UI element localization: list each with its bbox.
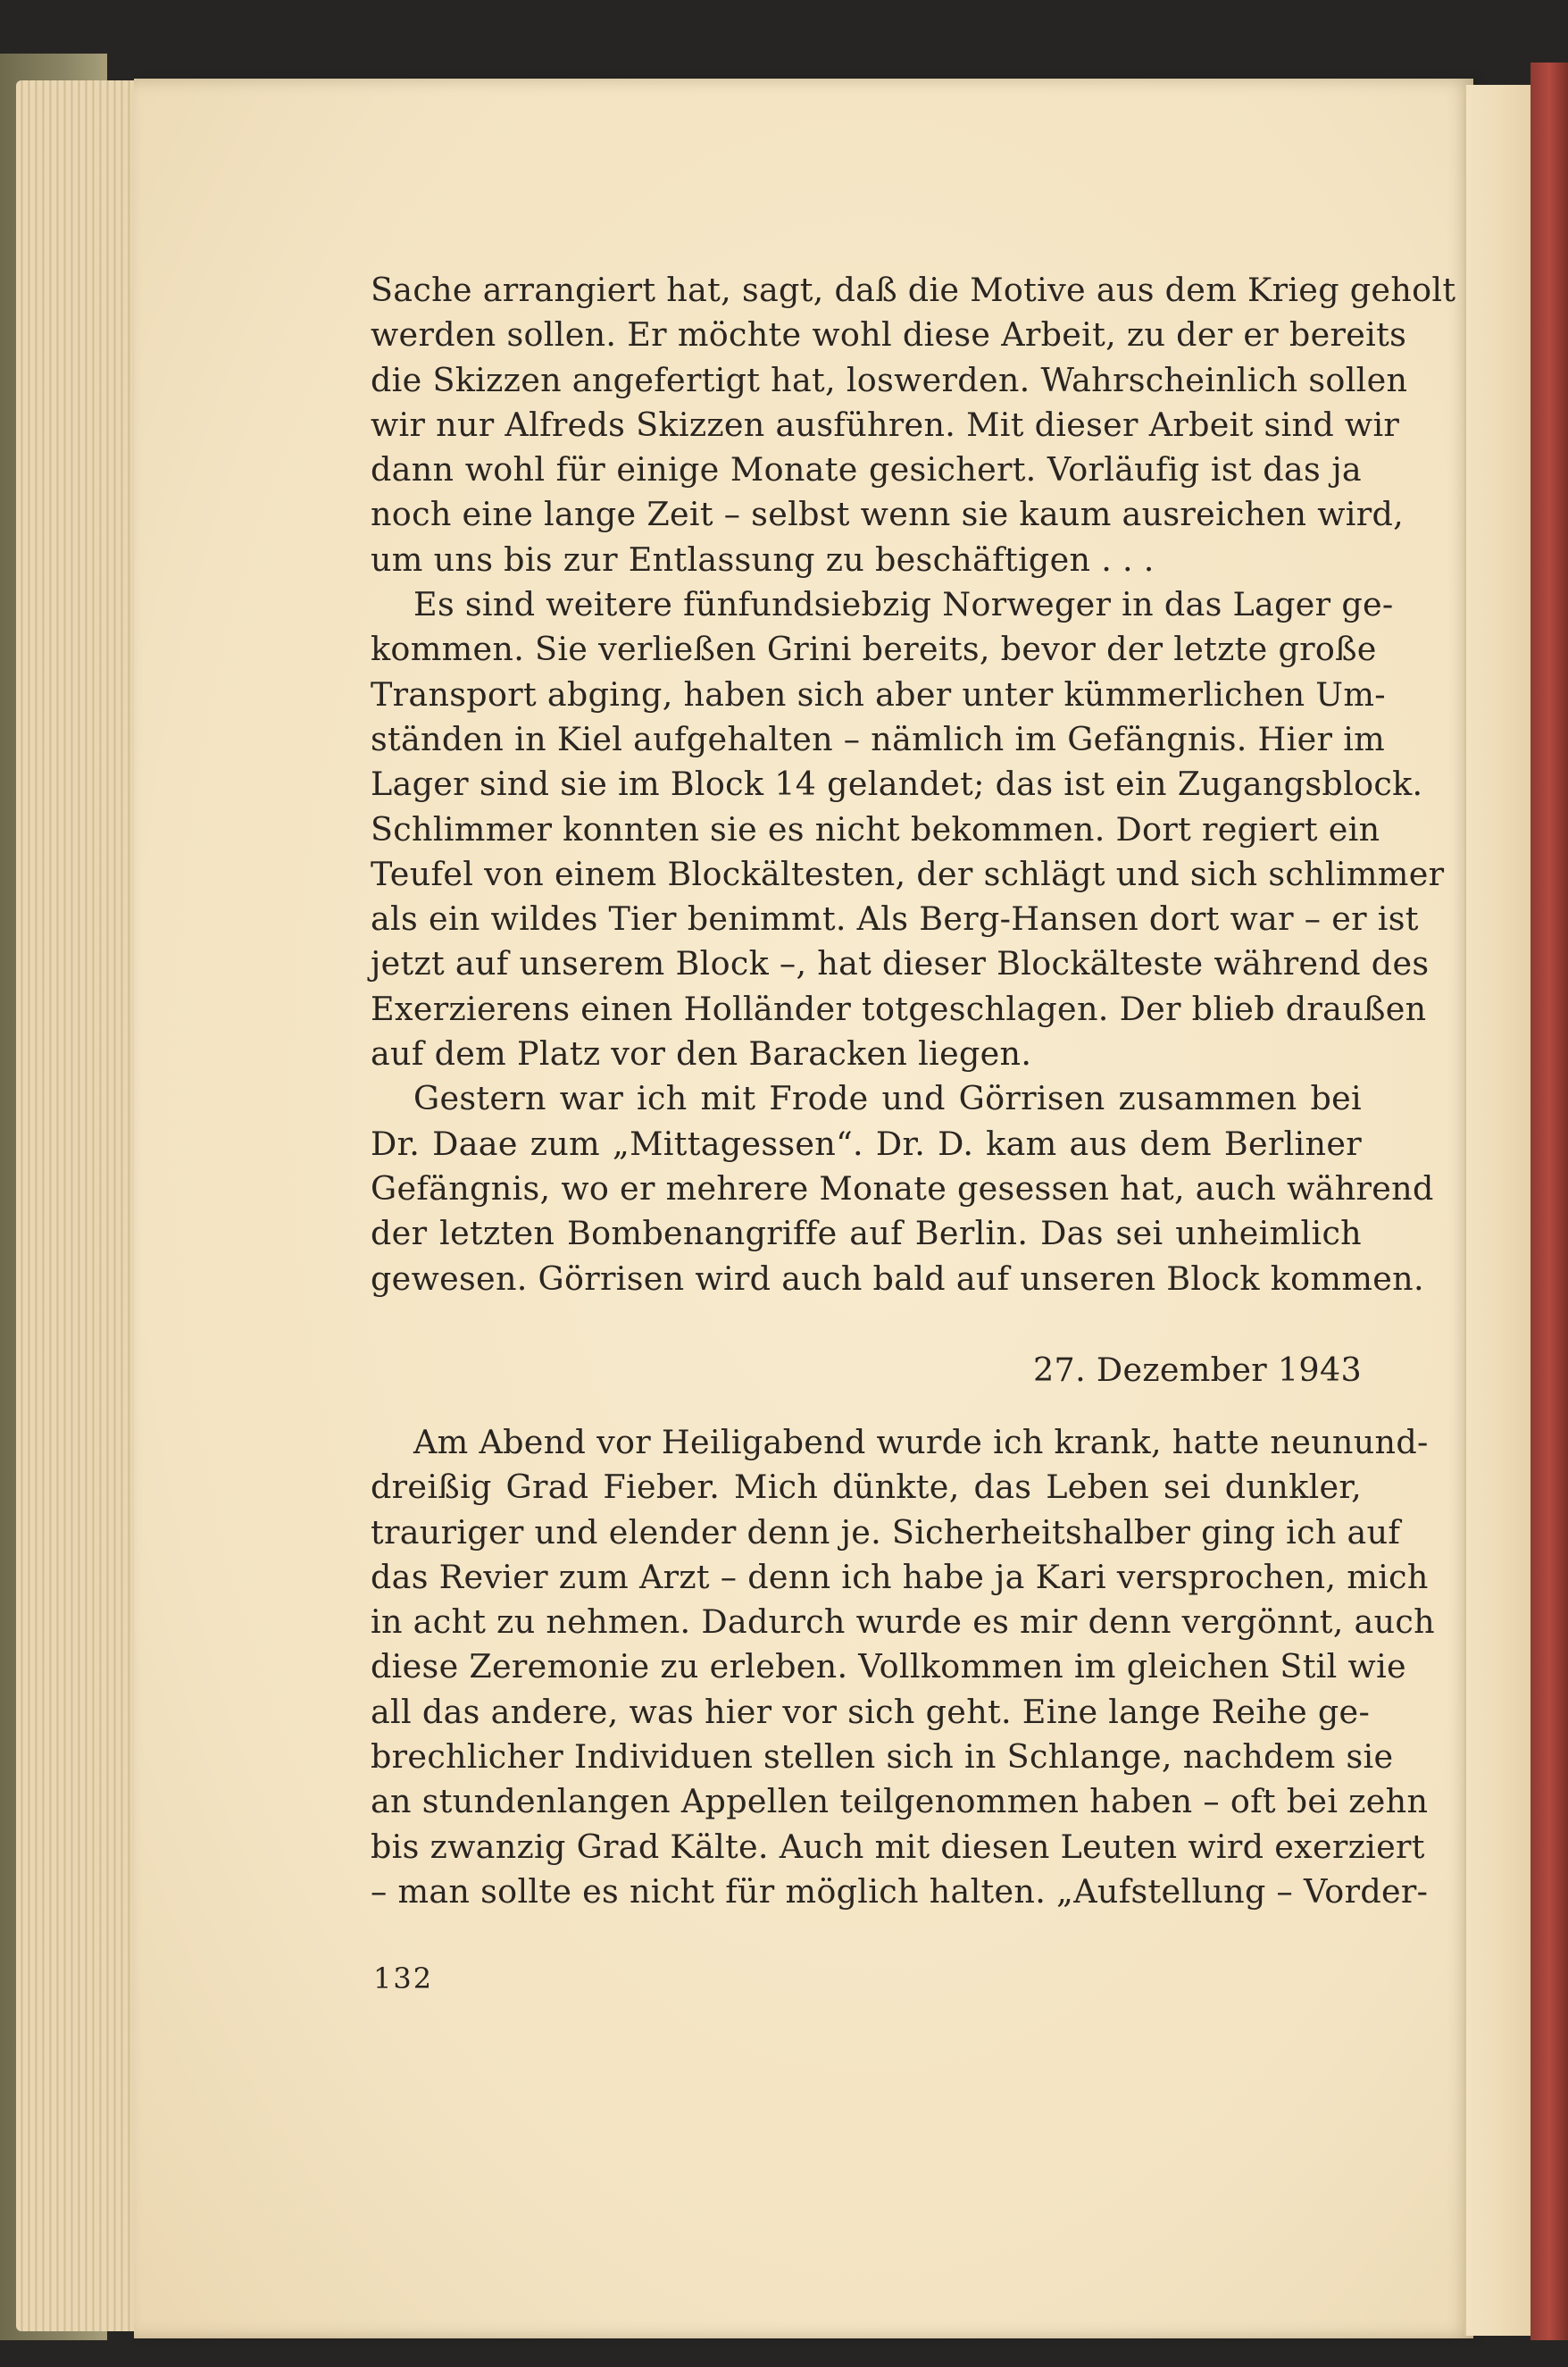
text-line: brechlicher Individuen stellen sich in Schlange, nachdem sie bbox=[371, 1737, 1394, 1777]
text-line: auf dem Platz vor den Baracken liegen. bbox=[371, 1034, 1032, 1074]
text-line: Sache arrangiert hat, sagt, daß die Motive aus dem Krieg geholt bbox=[371, 271, 1456, 309]
text-line: Lager sind sie im Block 14 gelandet; das ist ein Zugangsblock. bbox=[371, 765, 1423, 804]
text-line: Es sind weitere fünfundsiebzig Norweger in das Lager ge- bbox=[413, 585, 1394, 624]
text-line: Gefängnis, wo er mehrere Monate gesessen hat, auch während bbox=[371, 1168, 1434, 1208]
text-line: Dr. Daae zum „Mittagessen“. Dr. D. kam aus dem Berliner bbox=[371, 1124, 1362, 1163]
text-line: jetzt auf unserem Block –, hat dieser Blockälteste während des bbox=[371, 944, 1430, 983]
text-line: die Skizzen angefertigt hat, loswerden. Wahrscheinlich sollen bbox=[371, 360, 1408, 399]
text-line: Transport abging, haben sich aber unter kümmerlichen Um- bbox=[371, 674, 1386, 714]
text-line: der letzten Bombenangriffe auf Berlin. Das sei unheimlich bbox=[371, 1214, 1362, 1253]
body-text-top bbox=[371, 268, 1456, 1301]
text-line: noch eine lange Zeit – selbst wenn sie kaum ausreichen wird, bbox=[371, 495, 1405, 534]
text-line: dann wohl für einige Monate gesichert. Vorläufig ist das ja bbox=[371, 450, 1362, 489]
text-line: um uns bis zur Entlassung zu beschäftigen . . . bbox=[371, 539, 1155, 579]
text-line: wir nur Alfreds Skizzen ausführen. Mit dieser Arbeit sind wir bbox=[371, 405, 1400, 444]
text-line: werden sollen. Er möchte wohl diese Arbeit, zu der er bereits bbox=[371, 315, 1407, 355]
text-line: das Revier zum Arzt – denn ich habe ja Kari versprochen, mich bbox=[371, 1557, 1429, 1596]
text-line: bis zwanzig Grad Kälte. Auch mit diesen Leuten wird exerziert bbox=[371, 1827, 1425, 1866]
date-heading: 27. Dezember 1943 bbox=[1033, 1351, 1362, 1389]
text-line: trauriger und elender denn je. Sicherheitshalber ging ich auf bbox=[371, 1512, 1401, 1552]
book-cover-right-edge bbox=[1530, 63, 1568, 2340]
text-line: als ein wildes Tier benimmt. Als Berg-Hansen dort war – er ist bbox=[371, 899, 1419, 939]
text-line: kommen. Sie verließen Grini bereits, bevor der letzte große bbox=[371, 630, 1377, 669]
text-line: dreißig Grad Fieber. Mich dünkte, das Leben sei dunkler, bbox=[371, 1468, 1362, 1507]
text-line: Am Abend vor Heiligabend wurde ich krank, hatte neunund- bbox=[413, 1423, 1429, 1461]
text-line: Teufel von einem Blockältesten, der schlägt und sich schlimmer bbox=[371, 854, 1445, 893]
text-line: Exerzierens einen Holländer totgeschlagen. Der blieb draußen bbox=[371, 989, 1427, 1028]
text-line: gewesen. Görrisen wird auch bald auf unseren Block kommen. bbox=[371, 1259, 1424, 1298]
text-line: an stundenlangen Appellen teilgenommen haben – oft bei zehn bbox=[371, 1782, 1429, 1821]
text-line: ständen in Kiel aufgehalten – nämlich im Gefängnis. Hier im bbox=[371, 719, 1386, 758]
page-number: 132 bbox=[373, 1961, 434, 1995]
text-line: Gestern war ich mit Frode und Görrisen zusammen bei bbox=[413, 1079, 1362, 1118]
facing-page-edge bbox=[1464, 85, 1530, 2336]
body-text-bottom bbox=[371, 1420, 1435, 1914]
text-line: Schlimmer konnten sie es nicht bekommen. Dort regiert ein bbox=[371, 809, 1380, 849]
text-line: diese Zeremonie zu erleben. Vollkommen im gleichen Stil wie bbox=[371, 1647, 1406, 1686]
text-line: all das andere, was hier vor sich geht. Eine lange Reihe ge- bbox=[371, 1692, 1371, 1731]
text-line: – man sollte es nicht für möglich halten. „Aufstellung – Vorder- bbox=[371, 1871, 1429, 1911]
text-line: in acht zu nehmen. Dadurch wurde es mir denn vergönnt, auch bbox=[371, 1602, 1435, 1642]
